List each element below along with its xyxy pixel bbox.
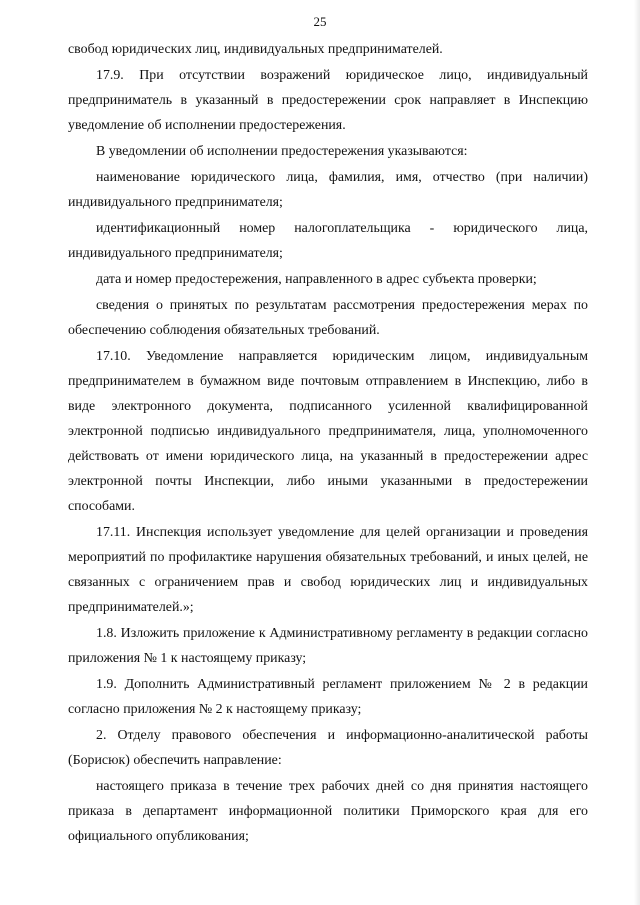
- paragraph: наименование юридического лица, фамилия, имя, отчество (при наличии) индивидуального предпринимателя;: [68, 170, 588, 210]
- paragraph: настоящего приказа в течение трех рабочих дней со дня принятия настоящего приказа в департамент информационной политики Приморского края для его официального опубликования;: [68, 779, 588, 844]
- paragraph: 2. Отделу правового обеспечения и информационно-аналитической работы (Борисюк) обеспечить направление:: [68, 728, 588, 768]
- document-body: [68, 37, 588, 849]
- paragraph: сведения о принятых по результатам рассмотрения предостережения мерах по обеспечению соблюдения обязательных требований.: [68, 298, 588, 338]
- paragraph: 1.8. Изложить приложение к Административному регламенту в редакции согласно приложения № 1 к настоящему приказу;: [68, 626, 588, 666]
- page-edge-shadow: [634, 0, 640, 905]
- paragraph: 1.9. Дополнить Административный регламент приложением № 2 в редакции согласно приложения № 2 к настоящему приказу;: [68, 677, 588, 717]
- paragraph: 17.11. Инспекция использует уведомление для целей организации и проведения мероприятий по профилактике нарушения обязательных требований, и иных целей, не связанных с ограничением прав и свобод юридических лиц и индивидуальных предпринимателей.»;: [68, 525, 588, 615]
- paragraph: дата и номер предостережения, направленного в адрес субъекта проверки;: [96, 272, 537, 287]
- paragraph: идентификационный номер налогоплательщика - юридического лица, индивидуального предпринимателя;: [68, 221, 588, 261]
- paragraph: 17.10. Уведомление направляется юридическим лицом, индивидуальным предпринимателем в бумажном виде почтовым отправлением в Инспекцию, либо в виде электронного документа, подписанного усиленной квалифицированной электронной подписью индивидуального предпринимателя, лица, уполномоченного действовать от имени юридического лица, на указанный в предостережении адрес электронной почты Инспекции, либо иными указанными в предостережении способами.: [68, 349, 588, 514]
- paragraph: свобод юридических лиц, индивидуальных предпринимателей.: [68, 42, 443, 57]
- page-number: 25: [313, 14, 327, 29]
- paragraph: В уведомлении об исполнении предостережения указываются:: [96, 144, 468, 159]
- paragraph: 17.9. При отсутствии возражений юридическое лицо, индивидуальный предприниматель в указанный в предостережении срок направляет в Инспекцию уведомление об исполнении предостережения.: [68, 68, 588, 133]
